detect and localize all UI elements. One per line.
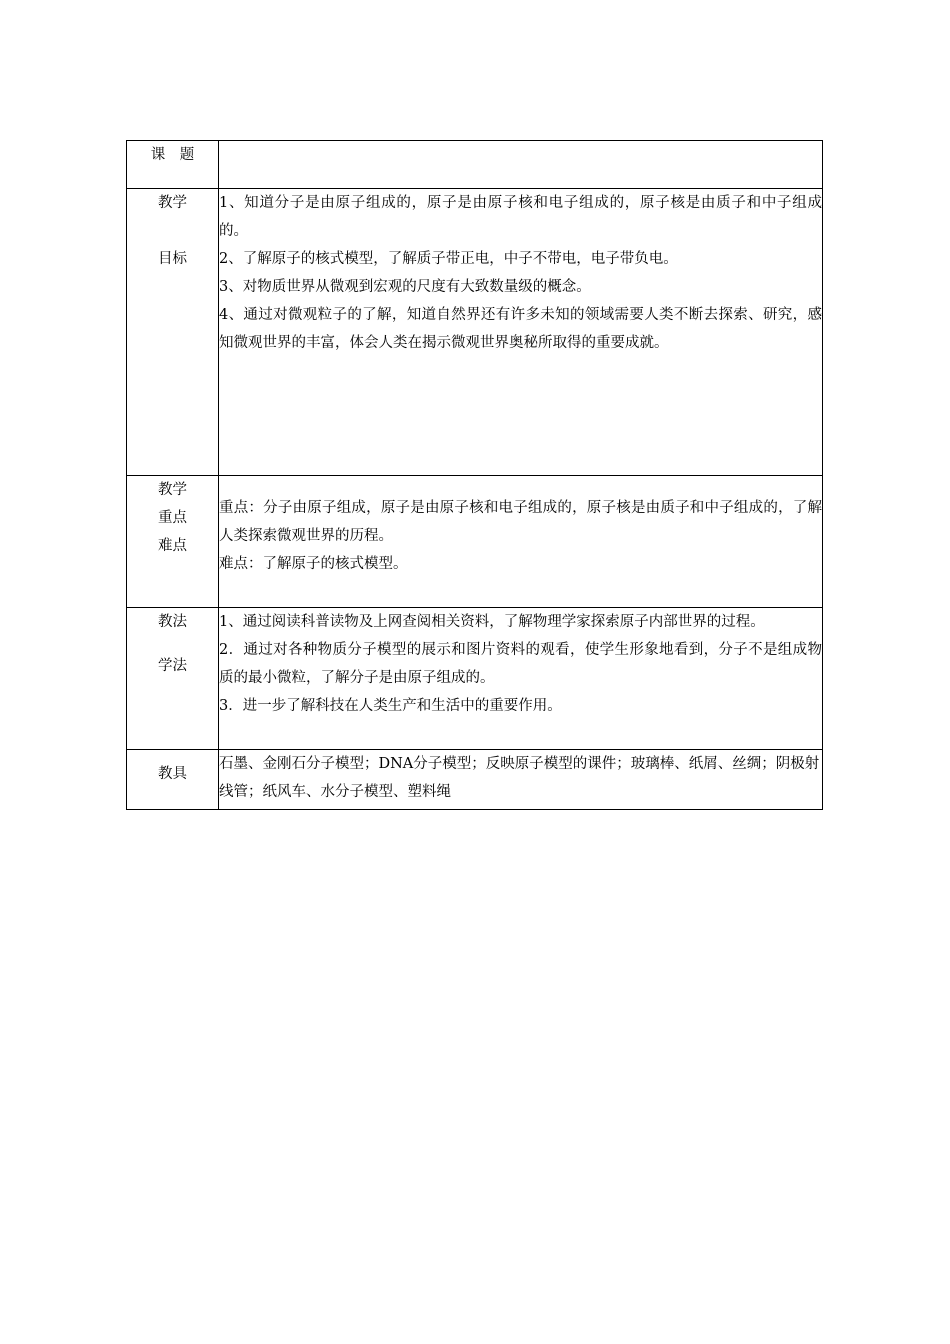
key-points-content [219,476,823,608]
label-methods [127,608,219,750]
row-objectives [127,189,823,476]
key-point-difficulty: 难点：了解原子的核式模型。 [219,556,408,572]
label-tools: 教具 [127,750,219,810]
row-key-points [127,476,823,608]
methods-content [219,608,823,750]
objective-item: 2、了解原子的核式模型，了解质子带正电，中子不带电，电子带负电。 [219,251,678,267]
row-methods [127,608,823,750]
row-title [127,141,823,189]
objective-item: 3、对物质世界从微观到宏观的尺度有大致数量级的概念。 [219,279,591,295]
label-objectives [127,189,219,476]
label-line: 教学 [158,195,187,211]
label-line: 目标 [158,251,187,267]
objective-item: 4、通过对微观粒子的了解，知道自然界还有许多未知的领域需要人类不断去探索、研究，感知微观世界的丰富，体会人类在揭示微观世界奥秘所取得的重要成就。 [219,307,822,351]
label-line: 教学 [158,482,187,498]
title-value [219,141,823,189]
label-line: 学法 [158,658,187,674]
tools-content: 石墨、金刚石分子模型；DNA分子模型；反映原子模型的课件；玻璃棒、纸屑、丝绸；阴极射线管；纸风车、水分子模型、塑料绳 [219,750,823,810]
row-tools [127,750,823,810]
objectives-content [219,189,823,476]
lesson-plan-table [126,140,823,810]
label-title: 课 题 [127,141,219,189]
method-item: 3．进一步了解科技在人类生产和生活中的重要作用。 [219,698,562,714]
key-point-focus: 重点：分子由原子组成，原子是由原子核和电子组成的，原子核是由质子和中子组成的，了解人类探索微观世界的历程。 [219,500,822,544]
label-line: 重点 [158,510,187,526]
objective-item: 1、知道分子是由原子组成的，原子是由原子核和电子组成的，原子核是由质子和中子组成的。 [219,195,822,239]
label-line: 难点 [158,538,187,554]
method-item: 1、通过阅读科普读物及上网查阅相关资料，了解物理学家探索原子内部世界的过程。 [219,614,765,630]
method-item: 2．通过对各种物质分子模型的展示和图片资料的观看，使学生形象地看到，分子不是组成物质的最小微粒，了解分子是由原子组成的。 [219,642,822,686]
label-key-points [127,476,219,608]
label-line: 教法 [158,614,187,630]
